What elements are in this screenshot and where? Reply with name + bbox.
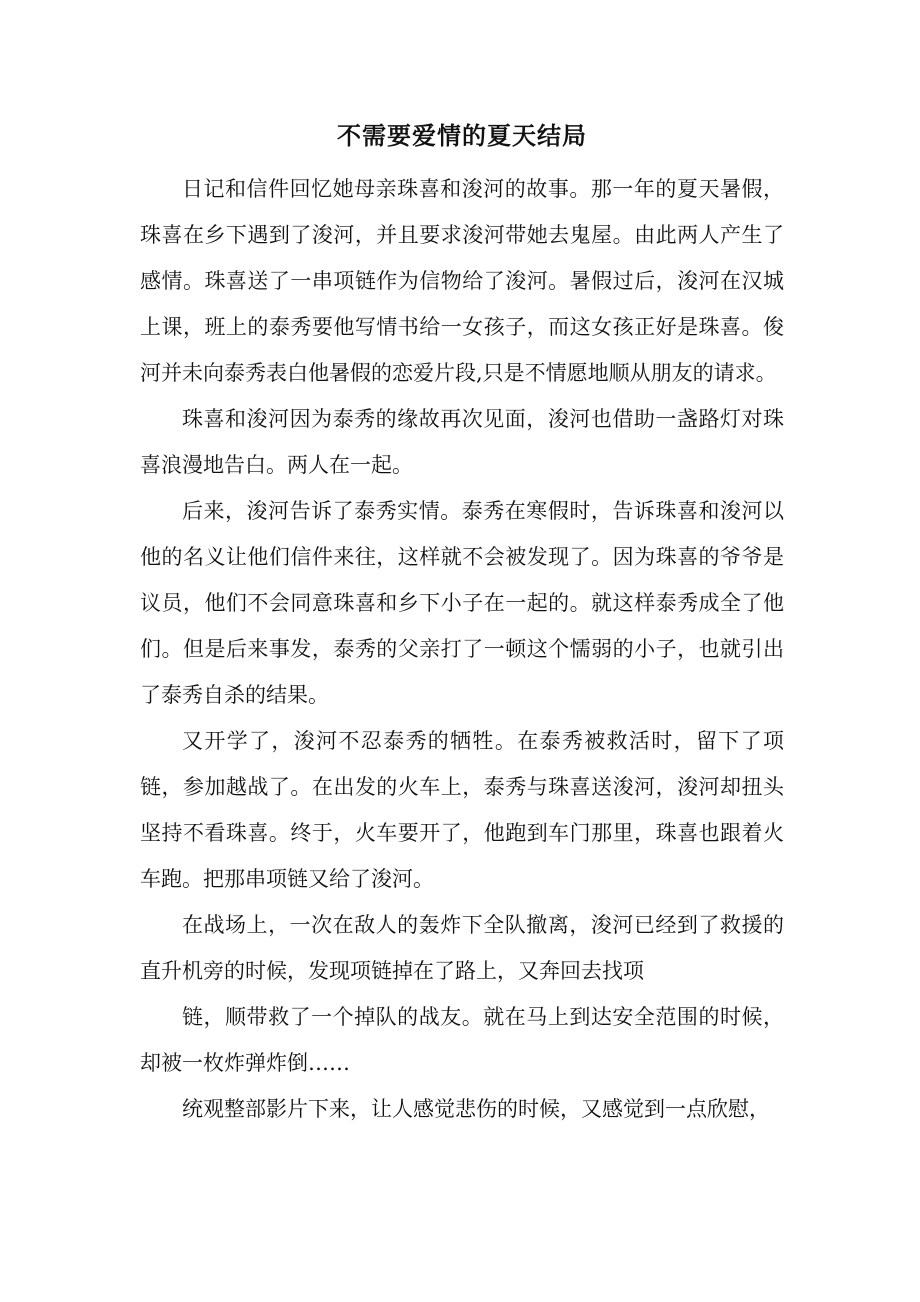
paragraph: 日记和信件回忆她母亲珠喜和浚河的故事。那一年的夏天暑假，珠喜在乡下遇到了浚河，并且要求浚河带她去鬼屋。由此两人产生了感情。珠喜送了一串项链作为信物给了浚河。暑假过后，浚河在汉城上课，班上的泰秀要他写情书给一女孩子，而这女孩正好是珠喜。俊河并未向泰秀表白他暑假的恋爱片段,只是不情愿地顺从朋友的请求。 xyxy=(140,177,784,385)
document-title: 不需要爱情的夏天结局 xyxy=(337,121,587,150)
paragraph: 在战场上，一次在敌人的轰炸下全队撤离，浚河已经到了救援的直升机旁的时候，发现项链掉在了路上，又奔回去找项 xyxy=(140,913,784,983)
paragraph: 后来，浚河告诉了泰秀实情。泰秀在寒假时，告诉珠喜和浚河以他的名义让他们信件来往，这样就不会被发现了。因为珠喜的爷爷是议员，他们不会同意珠喜和乡下小子在一起的。就这样泰秀成全了他们。但是后来事发，泰秀的父亲打了一顿这个懦弱的小子，也就引出了泰秀自杀的结果。 xyxy=(140,499,784,707)
paragraph: 链，顺带救了一个掉队的战友。就在马上到达安全范围的时候，却被一枚炸弹炸倒…… xyxy=(140,1005,784,1075)
paragraph: 珠喜和浚河因为泰秀的缘故再次见面，浚河也借助一盏路灯对珠喜浪漫地告白。两人在一起。 xyxy=(140,407,784,477)
paragraph: 又开学了，浚河不忍泰秀的牺牲。在泰秀被救活时，留下了项链，参加越战了。在出发的火车上，泰秀与珠喜送浚河，浚河却扭头坚持不看珠喜。终于，火车要开了，他跑到车门那里，珠喜也跟着火车跑。把那串项链又给了浚河。 xyxy=(140,729,784,891)
document-page xyxy=(140,118,784,1132)
paragraph: 统观整部影片下来，让人感觉悲伤的时候，又感觉到一点欣慰， xyxy=(182,1097,770,1121)
